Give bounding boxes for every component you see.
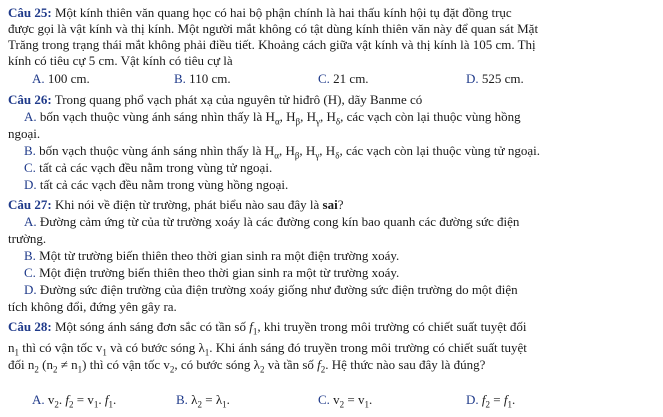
q25-option-b[interactable] [174,70,231,87]
h: H [306,109,317,124]
q27-text-1: Khi nói về điện từ trường, phát biểu nào sau đây là [54,197,323,212]
q25-line2: được gọi là vật kính và thị kính. Một người mắt không có tật dùng kính thiên văn này để quan sát Mặt [8,21,539,36]
option-label: A. [24,109,37,124]
q25-number: Câu 25: [8,5,52,20]
option-label: D. [466,71,479,86]
subscript: α [274,116,280,127]
option-label: D. [466,392,479,407]
q25-line1 [8,4,512,21]
q28-option-a[interactable] [32,391,116,408]
var-f: f [249,319,253,334]
paren: ) [82,357,87,372]
q26-option-a-cont: ngoại. [8,126,41,141]
q25-option-c[interactable] [318,70,369,87]
q28-text: . Hệ thức nào sau đây là đúng? [325,357,486,372]
option-text-tail: , các vạch còn lại thuộc vùng hồng [340,109,521,124]
subscript: 1 [77,364,83,375]
option-label: C. [318,392,330,407]
q28-number: Câu 28: [8,319,52,334]
var-v: v [163,357,170,372]
q25-line4: kính có tiêu cự 5 cm. Vật kính có tiêu cự là [8,53,233,68]
dot: . [58,392,63,407]
option-text: bốn vạch thuộc vùng ánh sáng nhìn thấy là H [39,143,275,158]
q28-text-1-tail: , khi truyền trong môi trường có chiết suất tuyệt đối [257,319,527,334]
q27-line1 [8,196,343,213]
q26-number: Câu 26: [8,92,52,107]
sep: , [319,143,326,158]
option-text: 110 cm. [189,71,231,86]
q25-line3: Trăng trong trạng thái mắt không phải điều tiết. Khoảng cách giữa vật kính và thị kính là 105 cm. Thị [8,37,536,52]
eq: = [344,392,359,407]
q28-line3 [8,356,485,373]
q25-option-a[interactable] [32,70,90,87]
var-lambda: λ [198,340,205,355]
option-label: C. [24,160,36,175]
tail: . [226,392,230,407]
var-n: n [8,340,15,355]
eq: = [73,392,88,407]
var-f: f [317,357,321,372]
option-label: D. [24,177,37,192]
q26-option-c[interactable] [24,159,272,176]
var-f: f [481,392,486,407]
var-v: v [358,392,365,407]
var-v: v [95,340,103,355]
subscript: 2 [52,364,58,375]
subscript: β [295,116,301,127]
q28-text: và tần số [264,357,318,372]
option-label: C. [318,71,330,86]
subscript: δ [335,150,340,161]
option-label: C. [24,265,36,280]
subscript: δ [335,116,341,127]
option-label: B. [174,71,186,86]
tail: . [112,392,117,407]
option-text: tất cả các vạch đều nằm trong vùng hồng ngoại. [39,177,289,192]
q26-text-1: Trong quang phổ vạch phát xạ của nguyên tử hiđrô (H), dãy Banme có [54,92,423,107]
option-text: Đường sức điện trường của điện trường xoáy giống như đường sức điện trường do một điện [39,282,518,297]
subscript: 2 [485,399,491,410]
q27-number: Câu 27: [8,197,52,212]
q27-option-a-cont: trường. [8,231,47,246]
paren: (n [38,357,53,372]
q25-option-d[interactable] [466,70,524,87]
sep: , [300,109,307,124]
dot: . [98,392,102,407]
subscript: γ [316,116,321,127]
q27-option-b[interactable] [24,247,399,264]
q28-option-b[interactable] [176,391,230,408]
subscript: 1 [204,347,210,358]
var-f: f [503,392,508,407]
var-lambda: λ [215,392,223,407]
option-text: Một từ trường biến thiên theo thời gian sinh ra một điện trường xoáy. [39,248,400,263]
q26-option-d[interactable] [24,176,288,193]
q25-text-1: Một kính thiên văn quang học có hai bộ phận chính là hai thấu kính hội tụ đặt đồng trục [54,5,512,20]
q26-option-a[interactable] [24,108,521,125]
sep: , [320,109,327,124]
subscript: 1 [102,347,107,358]
var-f: f [65,392,70,407]
neq: ≠ n [57,357,78,372]
q26-line1 [8,91,422,108]
sep: , [279,109,287,124]
eq: = [490,392,504,407]
option-text: 525 cm. [481,71,524,86]
h: H [326,109,336,124]
option-text: Một điện trường biến thiên theo thời gian sinh ra một từ trường xoáy. [39,265,400,280]
q27-text-tail: ? [337,197,344,212]
h: H [305,143,316,158]
q28-text: . Khi ánh sáng đó truyền trong môi trường có chiết suất tuyệt [209,340,527,355]
option-text: 21 cm. [333,71,369,86]
subscript: 2 [320,364,326,375]
q28-text: , có bước sóng [174,357,254,372]
subscript: 2 [54,399,59,410]
subscript: 2 [169,364,175,375]
option-label: B. [24,143,36,158]
q28-text: thì có vận tốc [86,357,164,372]
option-text: Đường cảm ứng từ của từ trường xoáy là các đường cong kín bao quanh các đường sức điện [39,214,520,229]
eq: = [201,392,216,407]
h: H [325,143,336,158]
subscript: 1 [222,399,227,410]
tail: . [369,392,373,407]
option-label: B. [176,392,188,407]
q28-text-1: Một sóng ánh sáng đơn sắc có tần số [54,319,250,334]
var-v: v [47,392,55,407]
option-text-tail: , các vạch còn lại thuộc vùng tử ngoại. [339,143,540,158]
option-label: A. [24,214,37,229]
var-v: v [333,392,340,407]
tail: . [511,392,516,407]
q28-text: và có bước sóng [106,340,199,355]
q28-line2 [8,339,527,356]
subscript: 1 [93,399,99,410]
q26-option-b[interactable] [24,142,540,159]
subscript: 1 [507,399,512,410]
q28-text: đối [8,357,28,372]
option-text: 100 cm. [47,71,90,86]
q27-option-c[interactable] [24,264,399,281]
q28-option-d[interactable] [466,391,515,408]
subscript: 2 [34,364,39,375]
subscript: γ [315,150,320,161]
option-text: tất cả các vạch đều nằm trong vùng tử ngoại. [39,160,273,175]
subscript: 1 [14,347,19,358]
option-text: bốn vạch thuộc vùng ánh sáng nhìn thấy là H [39,109,275,124]
q28-text: thì có vận tốc [19,340,96,355]
var-v: v [87,392,94,407]
subscript: α [274,150,279,161]
sep: , [278,143,286,158]
q27-option-d-cont: tích không đổi, đứng yên gây ra. [8,299,177,314]
var-f: f [104,392,109,407]
var-lambda: λ [253,357,260,372]
subscript: 2 [259,364,265,375]
var-lambda: λ [191,392,198,407]
subscript: 1 [108,399,113,410]
var-n: n [27,357,35,372]
subscript: 1 [364,399,370,410]
h: H [285,143,295,158]
q28-line1 [8,318,527,335]
q27-text-bold: sai [322,197,338,212]
subscript: 2 [339,399,345,410]
q28-option-c[interactable] [318,391,372,408]
option-label: A. [32,71,45,86]
sep: , [299,143,306,158]
option-label: B. [24,248,36,263]
q27-option-d[interactable] [24,281,518,298]
subscript: 1 [252,326,258,337]
h: H [286,109,296,124]
subscript: 2 [197,399,202,410]
option-label: A. [32,392,45,407]
subscript: β [294,150,300,161]
q27-option-a[interactable] [24,213,519,230]
option-label: D. [24,282,37,297]
subscript: 2 [69,399,74,410]
